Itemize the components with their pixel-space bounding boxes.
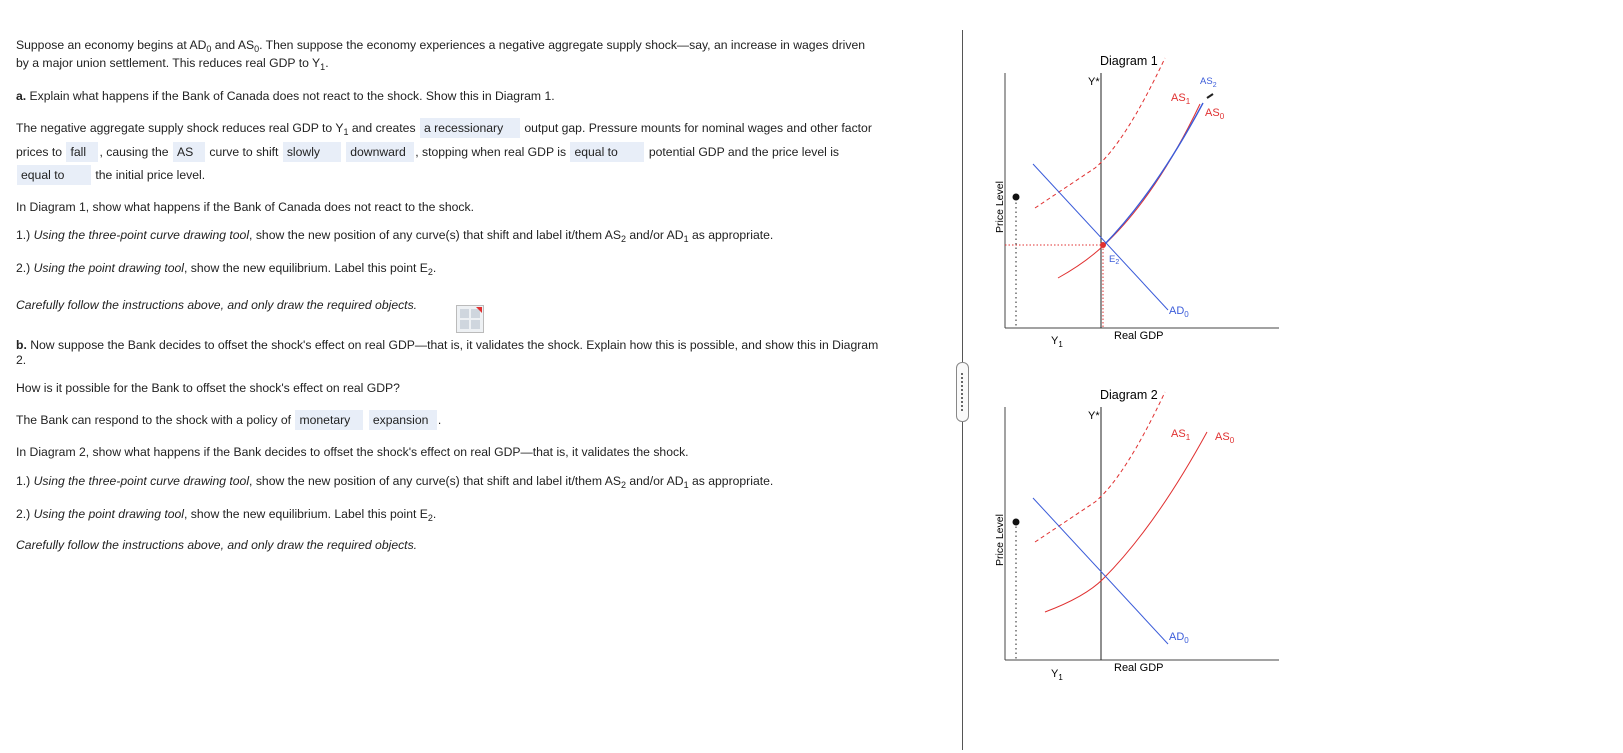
part-a-answer-line-1: The negative aggregate supply shock reduces real GDP to $Y_1$ and creates a recessionary output gap. Pressure mounts for nominal wages and other factor <box>16 118 872 138</box>
part-b-instruction: In Diagram 2, show what happens if the Bank decides to offset the shock's effect on real GDP—that is, it validates the shock. <box>16 445 689 459</box>
diagram-2-title: Diagram 2 <box>1100 388 1158 402</box>
diagram-1-as0-label: $AS_0$ <box>1205 107 1225 121</box>
diagram-2-e1-point[interactable] <box>1013 519 1020 526</box>
gap-dropdown[interactable]: a recessionary <box>420 118 520 138</box>
diagram-2[interactable] <box>985 382 1295 692</box>
part-a-careful-note: Carefully follow the instructions above, and only draw the required objects. <box>16 298 418 312</box>
speed-dropdown[interactable]: slowly <box>283 142 341 162</box>
diagram-1-y1-label: $Y_1$ <box>1051 335 1063 349</box>
diagram-1-e2-point[interactable] <box>1100 242 1106 248</box>
diagram-1-as0-curve[interactable] <box>1058 104 1200 278</box>
diagram-1-e2-label: $E_2$ <box>1109 254 1120 266</box>
diagram-1-as2-curve[interactable] <box>1103 103 1203 246</box>
diagram-2-as0-curve[interactable] <box>1045 432 1207 612</box>
part-a-answer-line-2: prices to fall , causing the AS curve to shift slowly downward , stopping when real GDP is equal to potential GDP and the price level is <box>16 142 839 162</box>
part-a-answer-line-3: equal to the initial price level. <box>16 165 205 185</box>
diagram-1-as2-pointer <box>1207 94 1213 98</box>
diagram-2-x-label: Real GDP <box>1114 662 1164 674</box>
intro-line-2: by a major union settlement. This reduces real GDP to $Y_1$. <box>16 56 329 72</box>
part-b-question-cont: 2. <box>16 353 27 367</box>
part-a-instruction: In Diagram 1, show what happens if the Bank of Canada does not react to the shock. <box>16 200 474 214</box>
diagram-1-as2-label: $AS_2$ <box>1200 76 1217 89</box>
diagram-2-as0-label: $AS_0$ <box>1215 431 1235 445</box>
diagram-2-y-label: Price Level <box>994 514 1006 566</box>
policy-dropdown[interactable]: monetary <box>295 410 363 430</box>
diagram-2-ad0-label: $AD_0$ <box>1169 631 1189 645</box>
gdp-dropdown[interactable]: equal to <box>570 142 644 162</box>
diagram-1-as1-label: $AS_1$ <box>1171 92 1191 106</box>
diagram-1-ad0-label: $AD_0$ <box>1169 305 1189 319</box>
resize-handle[interactable] <box>956 362 969 422</box>
diagram-2-y1-label: $Y_1$ <box>1051 668 1063 682</box>
drawing-tool-icon[interactable] <box>456 305 484 333</box>
diagram-1[interactable] <box>985 48 1295 358</box>
part-b-careful-note: Carefully follow the instructions above, and only draw the required objects. <box>16 538 418 552</box>
curve-dropdown[interactable]: AS <box>173 142 205 162</box>
part-b-question: b. Now suppose the Bank decides to offset the shock's effect on real GDP—that is, it validates the shock. Explain how this is possible, and show this in Diagram <box>16 338 879 352</box>
part-b-answer: The Bank can respond to the shock with a policy of monetary expansion . <box>16 410 441 430</box>
diagram-1-ystar-label: Y* <box>1088 76 1100 88</box>
policy-type-dropdown[interactable]: expansion <box>369 410 437 430</box>
part-a-question: a. Explain what happens if the Bank of Canada does not react to the shock. Show this in Diagram 1. <box>16 89 555 103</box>
diagram-1-x-label: Real GDP <box>1114 330 1164 342</box>
diagram-2-ystar-label: Y* <box>1088 410 1100 422</box>
diagram-2-as1-label: $AS_1$ <box>1171 428 1191 442</box>
price-level-dropdown[interactable]: equal to <box>17 165 91 185</box>
diagram-2-as1-curve[interactable] <box>1035 392 1165 542</box>
diagram-1-as1-curve[interactable] <box>1035 58 1165 208</box>
part-b-step-2: 2.) Using the point drawing tool, show the new equilibrium. Label this point $E_2$. <box>16 507 437 523</box>
part-b-step-1: 1.) Using the three-point curve drawing tool, show the new position of any curve(s) that shift and label it/them $AS_2$ and/or $AD_1$ as appropriate. <box>16 474 774 490</box>
part-a-step-2: 2.) Using the point drawing tool, show the new equilibrium. Label this point $E_2$. <box>16 261 437 277</box>
diagram-1-e1-point[interactable] <box>1013 194 1020 201</box>
prices-dropdown[interactable]: fall <box>66 142 98 162</box>
part-b-how: How is it possible for the Bank to offset the shock's effect on real GDP? <box>16 381 400 395</box>
diagram-1-y-label: Price Level <box>994 181 1006 233</box>
diagram-1-title: Diagram 1 <box>1100 54 1158 68</box>
intro-line-1: Suppose an economy begins at $AD_0$ and $AS_0$. Then suppose the economy experiences a negative aggregate supply shock—say, an increase in wages driven <box>16 38 866 54</box>
part-a-step-1: 1.) Using the three-point curve drawing tool, show the new position of any curve(s) that shift and label it/them $AS_2$ and/or $AD_1$ as appropriate. <box>16 228 774 244</box>
direction-dropdown[interactable]: downward <box>346 142 414 162</box>
